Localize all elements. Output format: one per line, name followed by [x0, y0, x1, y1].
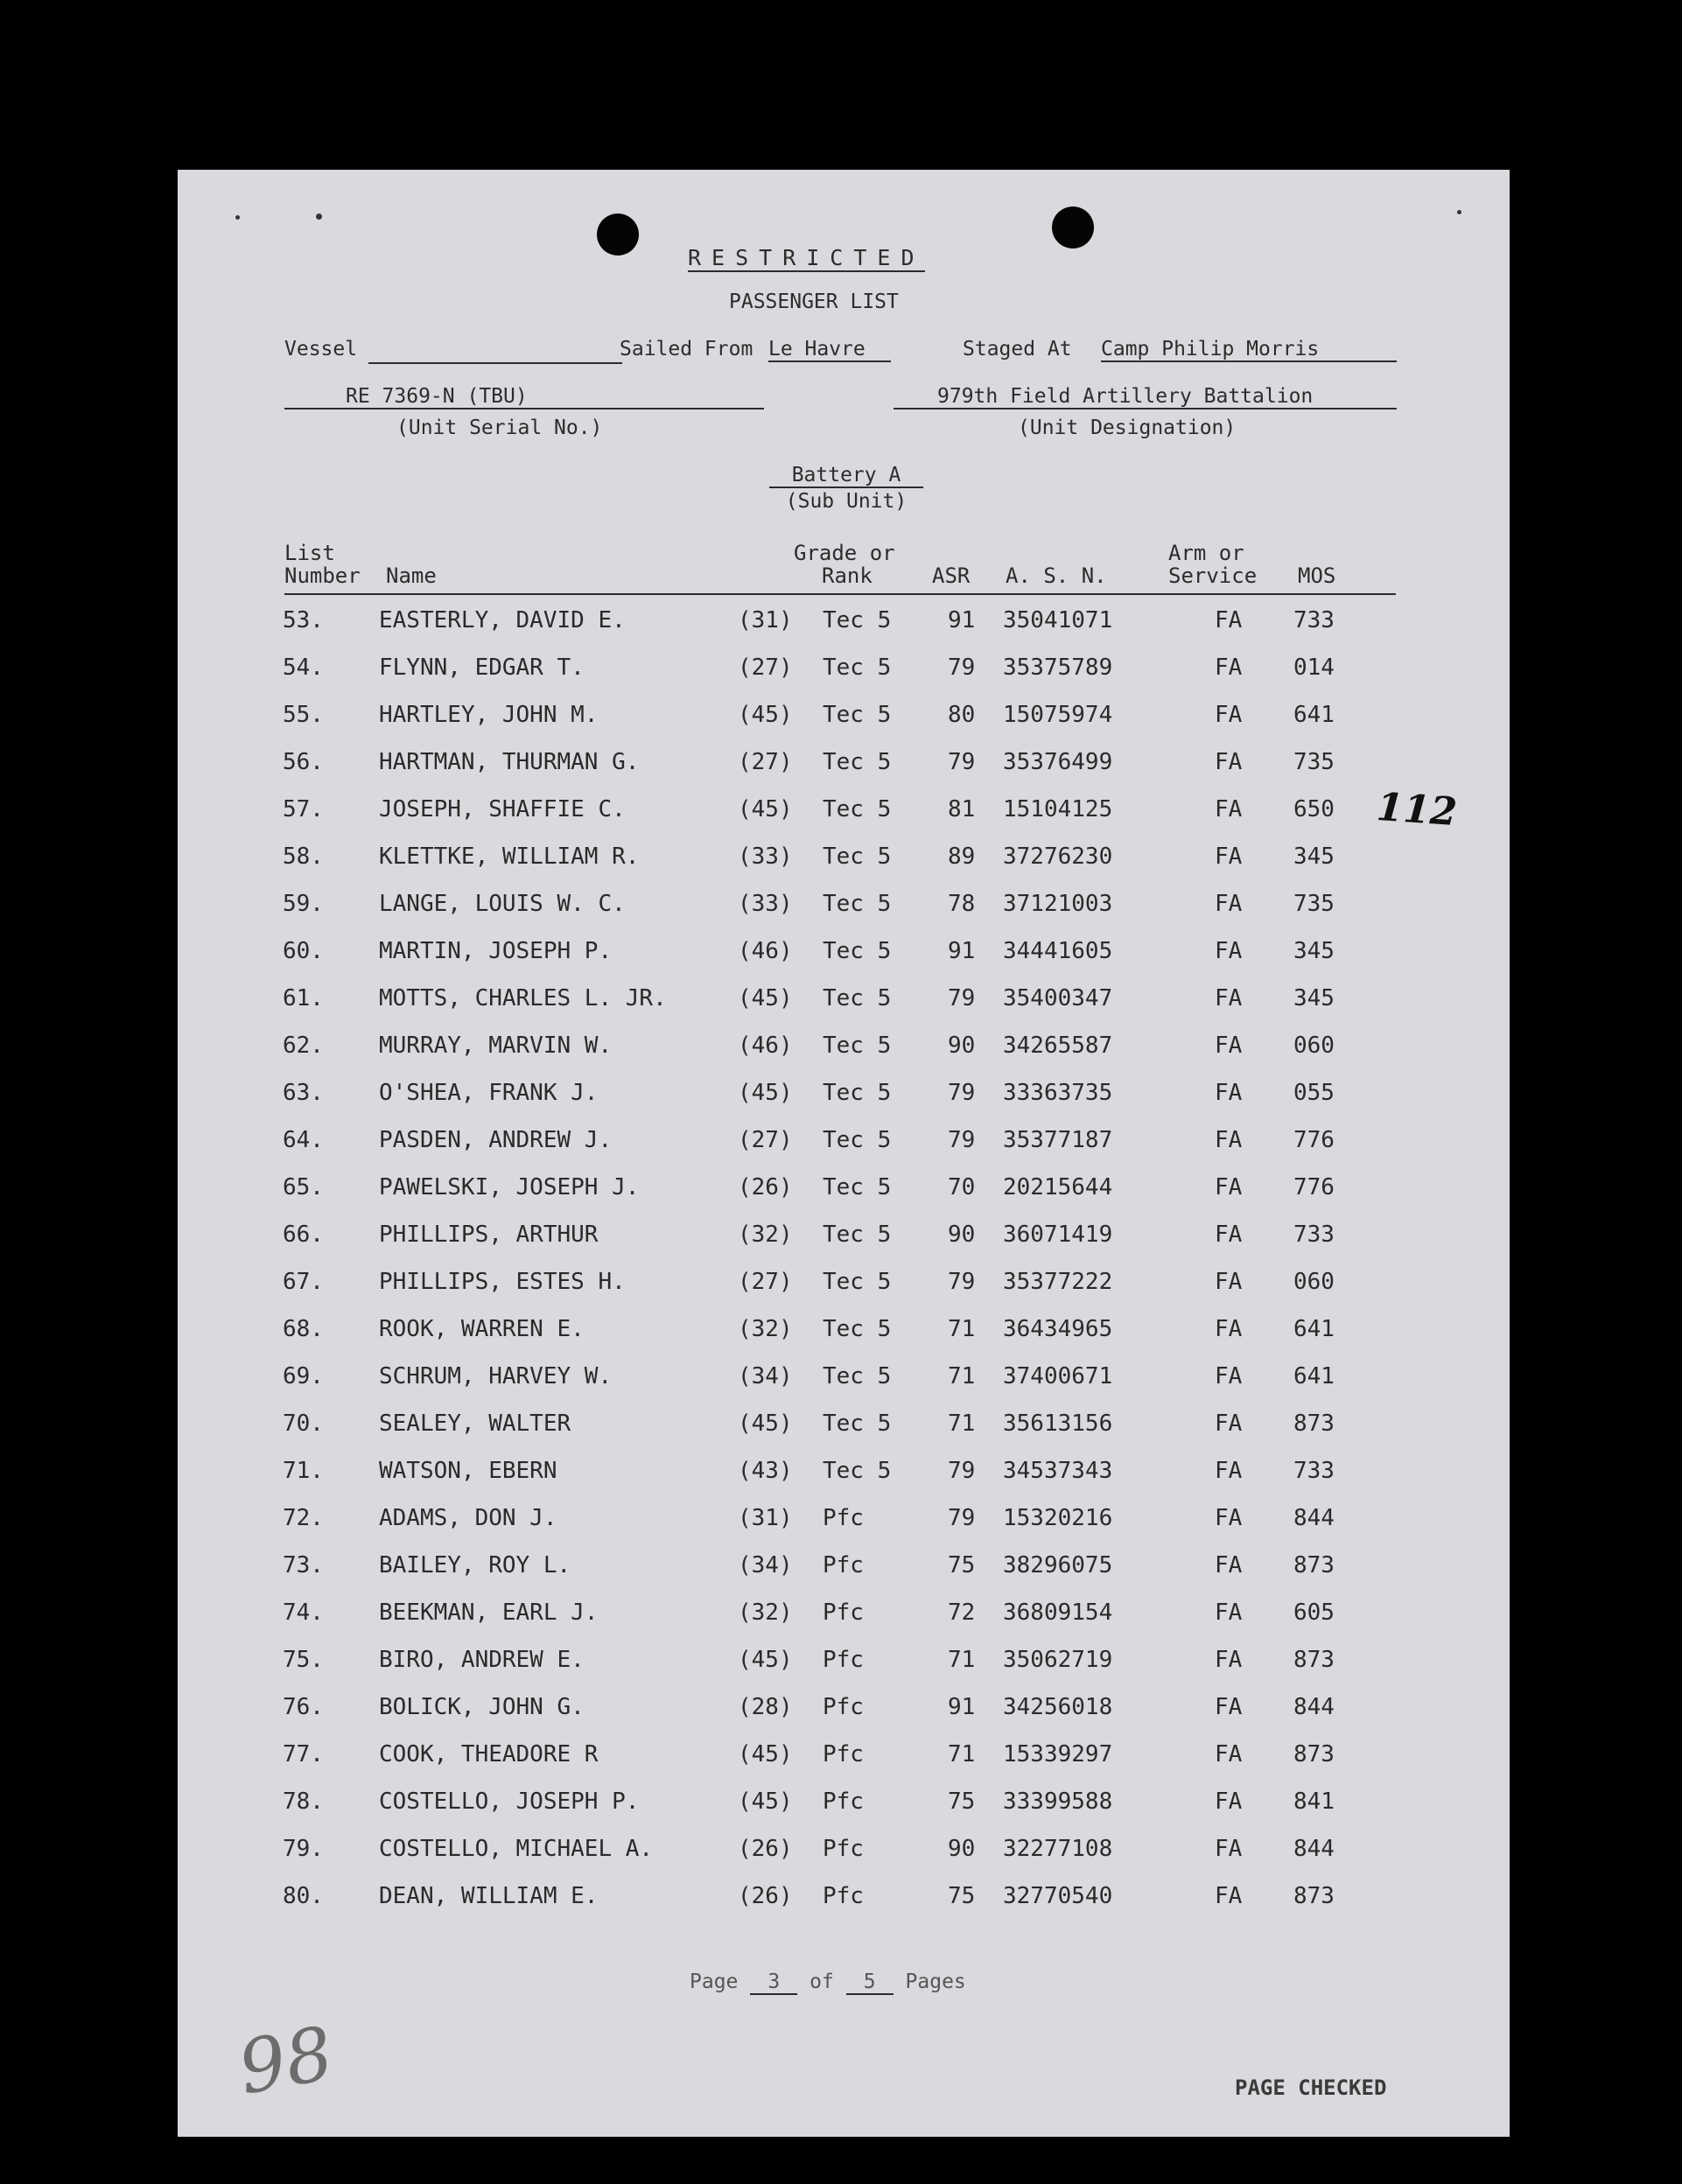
asr: 91 [948, 1694, 976, 1720]
grade: Tec 5 [823, 985, 892, 1012]
vessel-label: Vessel [284, 338, 358, 360]
arm-service: FA [1215, 702, 1243, 728]
page-label: Page [690, 1970, 739, 1993]
passenger-name: MARTIN, JOSEPH P. [379, 938, 613, 964]
list-number: 72. [283, 1505, 324, 1531]
passenger-name: SCHRUM, HARVEY W. [379, 1363, 613, 1390]
list-number: 53. [283, 607, 324, 634]
asr: 78 [948, 891, 976, 917]
asn: 36434965 [1003, 1316, 1113, 1342]
grade: Pfc [823, 1788, 864, 1815]
mos: 060 [1293, 1269, 1335, 1295]
asn: 34265587 [1003, 1032, 1113, 1059]
asn: 35377187 [1003, 1127, 1113, 1153]
asn: 37276230 [1003, 844, 1113, 870]
list-number: 59. [283, 891, 324, 917]
asn: 35400347 [1003, 985, 1113, 1012]
page-current: 3 [750, 1970, 797, 1995]
passenger-name: COSTELLO, JOSEPH P. [379, 1788, 640, 1815]
passenger-name: LANGE, LOUIS W. C. [379, 891, 626, 917]
grade: Tec 5 [823, 891, 892, 917]
unit-designation-caption: (Unit Designation) [1018, 416, 1237, 439]
page-number-stamp: 112 [1375, 784, 1459, 836]
speck [316, 214, 322, 220]
unit-serial-caption: (Unit Serial No.) [396, 416, 603, 439]
asr: 79 [948, 1080, 976, 1106]
table-row [178, 985, 1510, 1032]
grade: Tec 5 [823, 654, 892, 681]
arm-service: FA [1215, 891, 1243, 917]
mos: 345 [1293, 985, 1335, 1012]
asr: 75 [948, 1552, 976, 1578]
table-row [178, 1788, 1510, 1836]
asn: 37121003 [1003, 891, 1113, 917]
age: (43) [738, 1458, 793, 1484]
grade: Tec 5 [823, 844, 892, 870]
header-rank: Rank [822, 564, 873, 588]
table-row [178, 938, 1510, 985]
age: (45) [738, 796, 793, 822]
grade: Pfc [823, 1883, 864, 1909]
age: (45) [738, 1410, 793, 1437]
table-row [178, 702, 1510, 749]
passenger-name: HARTMAN, THURMAN G. [379, 749, 640, 775]
mos: 735 [1293, 891, 1335, 917]
mos: 776 [1293, 1127, 1335, 1153]
mos: 735 [1293, 749, 1335, 775]
mos: 641 [1293, 1316, 1335, 1342]
list-number: 62. [283, 1032, 324, 1059]
mos: 733 [1293, 607, 1335, 634]
asr: 89 [948, 844, 976, 870]
arm-service: FA [1215, 1600, 1243, 1626]
asr: 79 [948, 654, 976, 681]
mos: 650 [1293, 796, 1335, 822]
age: (45) [738, 1788, 793, 1815]
asr: 71 [948, 1410, 976, 1437]
arm-service: FA [1215, 1552, 1243, 1578]
passenger-name: BEEKMAN, EARL J. [379, 1600, 599, 1626]
punch-hole-right [1052, 206, 1094, 248]
mos: 641 [1293, 702, 1335, 728]
header-number: Number [284, 564, 361, 588]
grade: Tec 5 [823, 702, 892, 728]
age: (26) [738, 1883, 793, 1909]
table-row [178, 1269, 1510, 1316]
page-total: 5 [846, 1970, 894, 1995]
grade: Tec 5 [823, 749, 892, 775]
passenger-name: KLETTKE, WILLIAM R. [379, 844, 640, 870]
document-page [178, 170, 1510, 2137]
arm-service: FA [1215, 1410, 1243, 1437]
header-asn: A. S. N. [1006, 564, 1107, 588]
grade: Tec 5 [823, 1269, 892, 1295]
vessel-field [368, 362, 622, 364]
arm-service: FA [1215, 1032, 1243, 1059]
header-grade: Grade or [794, 541, 895, 565]
mos: 873 [1293, 1741, 1335, 1768]
age: (31) [738, 1505, 793, 1531]
passenger-name: ROOK, WARREN E. [379, 1316, 585, 1342]
asn: 35062719 [1003, 1647, 1113, 1673]
age: (31) [738, 607, 793, 634]
list-number: 65. [283, 1174, 324, 1200]
age: (32) [738, 1600, 793, 1626]
document-title: PASSENGER LIST [729, 290, 899, 313]
list-number: 71. [283, 1458, 324, 1484]
asn: 34256018 [1003, 1694, 1113, 1720]
arm-service: FA [1215, 1316, 1243, 1342]
age: (45) [738, 702, 793, 728]
mos: 873 [1293, 1410, 1335, 1437]
asr: 91 [948, 607, 976, 634]
mos: 345 [1293, 844, 1335, 870]
passenger-name: FLYNN, EDGAR T. [379, 654, 585, 681]
arm-service: FA [1215, 1788, 1243, 1815]
list-number: 76. [283, 1694, 324, 1720]
asr: 70 [948, 1174, 976, 1200]
grade: Pfc [823, 1647, 864, 1673]
asr: 90 [948, 1032, 976, 1059]
grade: Pfc [823, 1694, 864, 1720]
asn: 20215644 [1003, 1174, 1113, 1200]
list-number: 68. [283, 1316, 324, 1342]
unit-serial-value: RE 7369-N (TBU) [284, 385, 764, 410]
staged-at-label: Staged At [963, 338, 1072, 360]
grade: Tec 5 [823, 1363, 892, 1390]
punch-hole-left [597, 214, 639, 256]
asr: 79 [948, 749, 976, 775]
passenger-name: PHILLIPS, ARTHUR [379, 1222, 599, 1248]
asr: 72 [948, 1600, 976, 1626]
sailed-from-value: Le Havre [768, 338, 891, 362]
speck [235, 215, 240, 220]
list-number: 70. [283, 1410, 324, 1437]
grade: Tec 5 [823, 1080, 892, 1106]
mos: 733 [1293, 1222, 1335, 1248]
list-number: 60. [283, 938, 324, 964]
arm-service: FA [1215, 1741, 1243, 1768]
asr: 75 [948, 1883, 976, 1909]
asr: 91 [948, 938, 976, 964]
asn: 33399588 [1003, 1788, 1113, 1815]
table-row [178, 796, 1510, 844]
mos: 844 [1293, 1836, 1335, 1862]
grade: Tec 5 [823, 1127, 892, 1153]
list-number: 78. [283, 1788, 324, 1815]
passenger-name: DEAN, WILLIAM E. [379, 1883, 599, 1909]
age: (45) [738, 1741, 793, 1768]
grade: Pfc [823, 1552, 864, 1578]
passenger-name: PASDEN, ANDREW J. [379, 1127, 613, 1153]
header-asr: ASR [932, 564, 971, 588]
asr: 79 [948, 1505, 976, 1531]
age: (34) [738, 1552, 793, 1578]
asr: 71 [948, 1741, 976, 1768]
table-row [178, 1694, 1510, 1741]
age: (26) [738, 1836, 793, 1862]
grade: Pfc [823, 1600, 864, 1626]
age: (33) [738, 844, 793, 870]
arm-service: FA [1215, 607, 1243, 634]
asr: 90 [948, 1222, 976, 1248]
grade: Pfc [823, 1505, 864, 1531]
passenger-name: SEALEY, WALTER [379, 1410, 571, 1437]
asn: 34441605 [1003, 938, 1113, 964]
header-mos: MOS [1298, 564, 1336, 588]
age: (34) [738, 1363, 793, 1390]
arm-service: FA [1215, 1836, 1243, 1862]
asn: 32770540 [1003, 1883, 1113, 1909]
asn: 15320216 [1003, 1505, 1113, 1531]
table-row [178, 844, 1510, 891]
age: (27) [738, 1269, 793, 1295]
passenger-name: PHILLIPS, ESTES H. [379, 1269, 626, 1295]
list-number: 57. [283, 796, 324, 822]
asn: 33363735 [1003, 1080, 1113, 1106]
table-row [178, 1127, 1510, 1174]
asn: 15104125 [1003, 796, 1113, 822]
mos: 014 [1293, 654, 1335, 681]
list-number: 64. [283, 1127, 324, 1153]
mos: 776 [1293, 1174, 1335, 1200]
passenger-name: O'SHEA, FRANK J. [379, 1080, 599, 1106]
mos: 873 [1293, 1647, 1335, 1673]
age: (28) [738, 1694, 793, 1720]
list-number: 69. [283, 1363, 324, 1390]
table-row [178, 1741, 1510, 1788]
table-row [178, 1458, 1510, 1505]
arm-service: FA [1215, 1647, 1243, 1673]
passenger-name: COSTELLO, MICHAEL A. [379, 1836, 654, 1862]
asn: 35041071 [1003, 607, 1113, 634]
page-footer [690, 1970, 966, 1995]
arm-service: FA [1215, 1080, 1243, 1106]
age: (33) [738, 891, 793, 917]
header-service: Service [1168, 564, 1258, 588]
sub-unit-value: Battery A [769, 464, 923, 488]
table-row [178, 1222, 1510, 1269]
asr: 71 [948, 1363, 976, 1390]
asn: 38296075 [1003, 1552, 1113, 1578]
table-row [178, 1316, 1510, 1363]
table-row [178, 1410, 1510, 1458]
header-list: List [284, 541, 335, 565]
table-row [178, 1600, 1510, 1647]
asr: 80 [948, 702, 976, 728]
table-row [178, 1032, 1510, 1080]
grade: Tec 5 [823, 607, 892, 634]
page-checked-stamp: PAGE CHECKED [1235, 2076, 1387, 2100]
asn: 35376499 [1003, 749, 1113, 775]
arm-service: FA [1215, 1694, 1243, 1720]
list-number: 58. [283, 844, 324, 870]
asn: 37400671 [1003, 1363, 1113, 1390]
arm-service: FA [1215, 1127, 1243, 1153]
asr: 90 [948, 1836, 976, 1862]
arm-service: FA [1215, 938, 1243, 964]
asr: 79 [948, 1458, 976, 1484]
age: (45) [738, 1080, 793, 1106]
arm-service: FA [1215, 1222, 1243, 1248]
asn: 34537343 [1003, 1458, 1113, 1484]
list-number: 55. [283, 702, 324, 728]
arm-service: FA [1215, 654, 1243, 681]
arm-service: FA [1215, 1363, 1243, 1390]
age: (27) [738, 1127, 793, 1153]
table-row [178, 1883, 1510, 1930]
mos: 060 [1293, 1032, 1335, 1059]
asn: 15075974 [1003, 702, 1113, 728]
age: (26) [738, 1174, 793, 1200]
mos: 844 [1293, 1505, 1335, 1531]
arm-service: FA [1215, 796, 1243, 822]
age: (46) [738, 938, 793, 964]
of-label: of [809, 1970, 834, 1993]
asr: 71 [948, 1316, 976, 1342]
table-row [178, 1363, 1510, 1410]
asr: 79 [948, 985, 976, 1012]
table-row [178, 1836, 1510, 1883]
mos: 841 [1293, 1788, 1335, 1815]
table-row [178, 1080, 1510, 1127]
arm-service: FA [1215, 985, 1243, 1012]
asn: 36809154 [1003, 1600, 1113, 1626]
table-row [178, 654, 1510, 702]
sailed-from-label: Sailed From [620, 338, 753, 360]
grade: Tec 5 [823, 796, 892, 822]
age: (46) [738, 1032, 793, 1059]
arm-service: FA [1215, 1174, 1243, 1200]
table-row [178, 607, 1510, 654]
passenger-name: BIRO, ANDREW E. [379, 1647, 585, 1673]
age: (45) [738, 1647, 793, 1673]
list-number: 74. [283, 1600, 324, 1626]
table-row [178, 1552, 1510, 1600]
asn: 15339297 [1003, 1741, 1113, 1768]
asn: 36071419 [1003, 1222, 1113, 1248]
classification-heading: RESTRICTED [688, 245, 925, 270]
grade: Pfc [823, 1741, 864, 1768]
list-number: 80. [283, 1883, 324, 1909]
grade: Tec 5 [823, 1410, 892, 1437]
asr: 81 [948, 796, 976, 822]
age: (27) [738, 654, 793, 681]
arm-service: FA [1215, 1458, 1243, 1484]
asr: 75 [948, 1788, 976, 1815]
column-headers [284, 541, 1396, 595]
passenger-name: ADAMS, DON J. [379, 1505, 557, 1531]
mos: 605 [1293, 1600, 1335, 1626]
mos: 733 [1293, 1458, 1335, 1484]
unit-designation-value: 979th Field Artillery Battalion [894, 385, 1397, 410]
passenger-name: PAWELSKI, JOSEPH J. [379, 1174, 640, 1200]
asn: 32277108 [1003, 1836, 1113, 1862]
passenger-name: COOK, THEADORE R [379, 1741, 599, 1768]
list-number: 73. [283, 1552, 324, 1578]
age: (45) [738, 985, 793, 1012]
table-row [178, 749, 1510, 796]
list-number: 56. [283, 749, 324, 775]
list-number: 67. [283, 1269, 324, 1295]
speck [1457, 210, 1461, 214]
arm-service: FA [1215, 749, 1243, 775]
asr: 79 [948, 1127, 976, 1153]
list-number: 77. [283, 1741, 324, 1768]
sub-unit-caption: (Sub Unit) [785, 490, 908, 513]
list-number: 75. [283, 1647, 324, 1673]
arm-service: FA [1215, 1505, 1243, 1531]
pages-label: Pages [905, 1970, 966, 1993]
list-number: 66. [283, 1222, 324, 1248]
header-name: Name [386, 564, 437, 588]
passenger-name: BAILEY, ROY L. [379, 1552, 571, 1578]
asr: 79 [948, 1269, 976, 1295]
list-number: 79. [283, 1836, 324, 1862]
passenger-name: MURRAY, MARVIN W. [379, 1032, 613, 1059]
passenger-name: EASTERLY, DAVID E. [379, 607, 626, 634]
asn: 35377222 [1003, 1269, 1113, 1295]
mos: 641 [1293, 1363, 1335, 1390]
mos: 873 [1293, 1883, 1335, 1909]
age: (27) [738, 749, 793, 775]
table-row [178, 1174, 1510, 1222]
table-row [178, 891, 1510, 938]
age: (32) [738, 1222, 793, 1248]
grade: Tec 5 [823, 1174, 892, 1200]
asn: 35375789 [1003, 654, 1113, 681]
arm-service: FA [1215, 1883, 1243, 1909]
list-number: 54. [283, 654, 324, 681]
header-arm: Arm or [1168, 541, 1244, 565]
asr: 71 [948, 1647, 976, 1673]
table-row [178, 1505, 1510, 1552]
age: (32) [738, 1316, 793, 1342]
grade: Pfc [823, 1836, 864, 1862]
grade: Tec 5 [823, 1316, 892, 1342]
passenger-name: JOSEPH, SHAFFIE C. [379, 796, 626, 822]
grade: Tec 5 [823, 1032, 892, 1059]
staged-at-value: Camp Philip Morris [1101, 338, 1397, 362]
asn: 35613156 [1003, 1410, 1113, 1437]
table-row [178, 1647, 1510, 1694]
list-number: 61. [283, 985, 324, 1012]
passenger-name: MOTTS, CHARLES L. JR. [379, 985, 667, 1012]
passenger-name: BOLICK, JOHN G. [379, 1694, 585, 1720]
grade: Tec 5 [823, 1458, 892, 1484]
passenger-name: WATSON, EBERN [379, 1458, 557, 1484]
handwritten-note: 98 [232, 2010, 340, 2111]
grade: Tec 5 [823, 938, 892, 964]
mos: 055 [1293, 1080, 1335, 1106]
mos: 345 [1293, 938, 1335, 964]
grade: Tec 5 [823, 1222, 892, 1248]
list-number: 63. [283, 1080, 324, 1106]
arm-service: FA [1215, 844, 1243, 870]
mos: 873 [1293, 1552, 1335, 1578]
arm-service: FA [1215, 1269, 1243, 1295]
mos: 844 [1293, 1694, 1335, 1720]
passenger-name: HARTLEY, JOHN M. [379, 702, 599, 728]
